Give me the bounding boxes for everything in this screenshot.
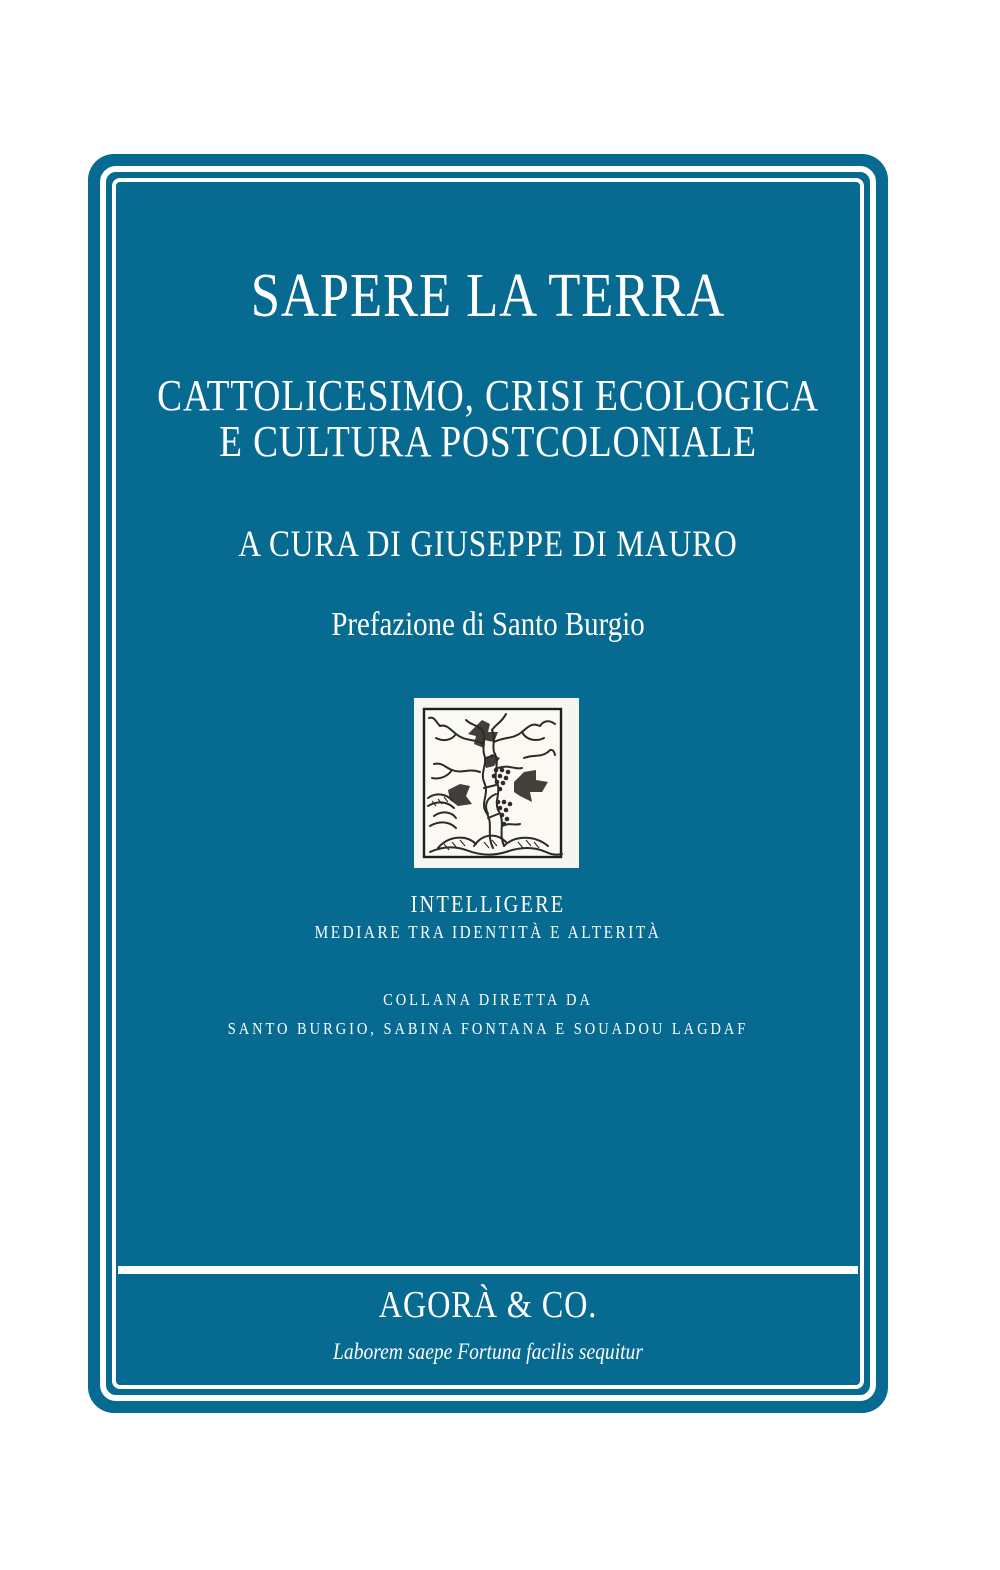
publisher-motto: Laborem saepe Fortuna facilis sequitur bbox=[333, 1339, 643, 1364]
book-title: SAPERE LA TERRA bbox=[250, 262, 726, 330]
publisher-name: AGORÀ & CO. bbox=[378, 1284, 598, 1326]
series-name: INTELLIGERE bbox=[410, 892, 566, 918]
series-tagline: MEDIARE TRA IDENTITÀ E ALTERITÀ bbox=[314, 922, 662, 942]
woodcut-grapevine-illustration bbox=[414, 698, 579, 868]
series-directors: SANTO BURGIO, SABINA FONTANA E SOUADOU LAGDAF bbox=[227, 1019, 749, 1038]
editor-line: A CURA DI GIUSEPPE DI MAURO bbox=[238, 524, 738, 565]
book-subtitle-line2: E CULTURA POSTCOLONIALE bbox=[219, 417, 757, 466]
preface-line: Prefazione di Santo Burgio bbox=[331, 606, 645, 643]
cover-card bbox=[88, 154, 888, 1413]
series-directed-by-label: COLLANA DIRETTA DA bbox=[383, 990, 593, 1009]
publisher-divider-rule bbox=[118, 1266, 858, 1274]
book-subtitle-line1: CATTOLICESIMO, CRISI ECOLOGICA bbox=[157, 371, 819, 420]
